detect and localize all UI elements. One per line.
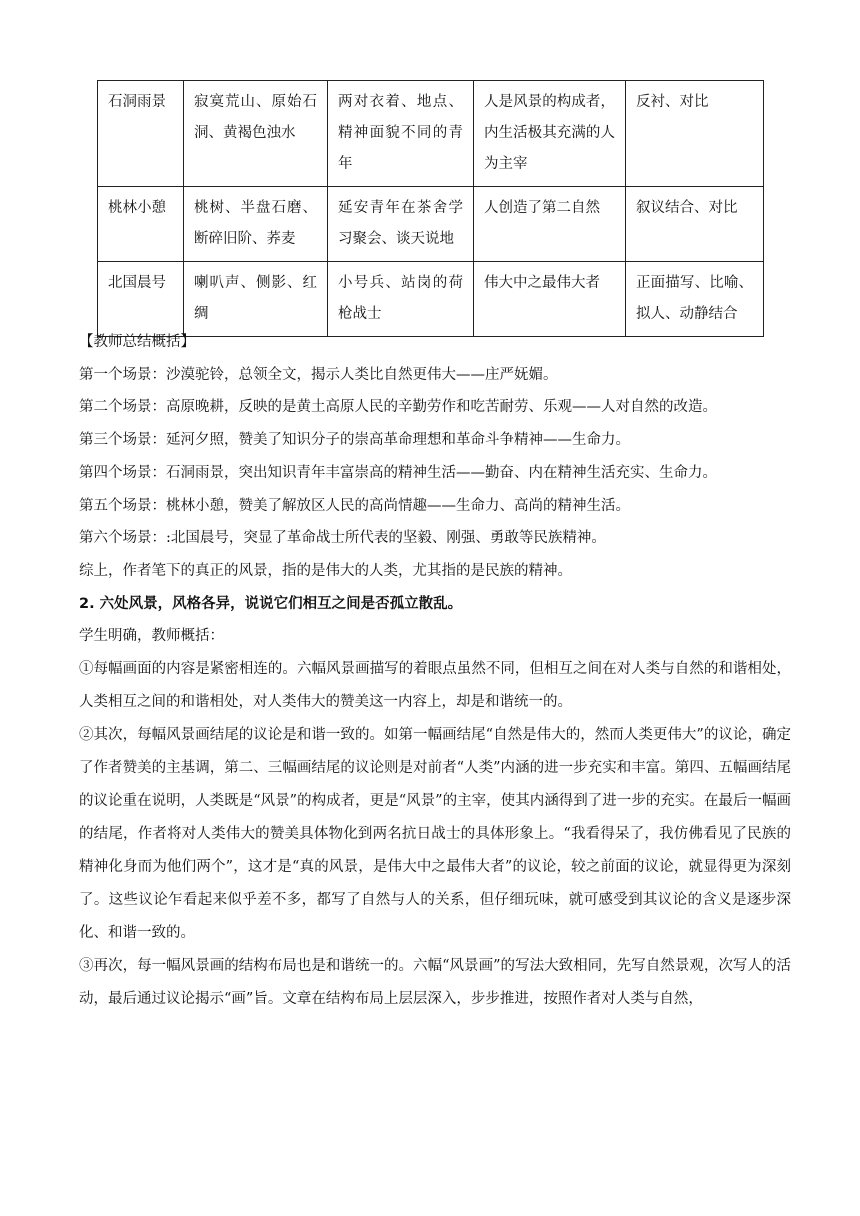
table-cell: 叙议结合、对比 xyxy=(626,187,764,262)
scene-table xyxy=(97,80,764,337)
summary-title: 【教师总结概括】 xyxy=(79,334,195,350)
table-cell: 石洞雨景 xyxy=(98,81,184,187)
table-cell: 延安青年在茶舍学习聚会、谈天说地 xyxy=(328,187,474,262)
table-cell: 正面描写、比喻、拟人、动静结合 xyxy=(626,262,764,337)
table-cell: 人创造了第二自然 xyxy=(474,187,626,262)
question-intro: 学生明确，教师概括： xyxy=(79,628,224,645)
answer-paragraph: ③再次，每一幅风景画的结构布局也是和谐统一的。六幅“风景画”的写法大致相同，先写自然景观，次写人的活动，最后通过议论揭示“画”旨。文章在结构布局上层层深入，步步推进，按照作者对人类与自然， xyxy=(79,958,791,1008)
body-text xyxy=(79,326,791,1016)
summary-line: 第五个场景：桃林小憩，赞美了解放区人民的高尚情趣——生命力、高尚的精神生活。 xyxy=(79,497,630,514)
answer-paragraph: ①每幅画面的内容是紧密相连的。六幅风景画描写的着眼点虽然不同，但相互之间在对人类与自然的和谐相处，人类相互之间的和谐相处，对人类伟大的赞美这一内容上，却是和谐统一的。 xyxy=(79,661,791,711)
table-cell: 伟大中之最伟大者 xyxy=(474,262,626,337)
summary-line: 综上，作者笔下的真正的风景，指的是伟大的人类，尤其指的是民族的精神。 xyxy=(79,562,572,579)
summary-line: 第二个场景：高原晚耕，反映的是黄土高原人民的辛勤劳作和吃苦耐劳、乐观——人对自然的改造。 xyxy=(79,399,717,416)
table-cell: 寂寞荒山、原始石洞、黄褐色浊水 xyxy=(184,81,328,187)
table-cell: 喇叭声、侧影、红绸 xyxy=(184,262,328,337)
question-title: 2. 六处风景，风格各异，说说它们相互之间是否孤立散乱。 xyxy=(79,595,463,612)
table-row xyxy=(98,81,764,187)
table-cell: 反衬、对比 xyxy=(626,81,764,187)
table-row xyxy=(98,187,764,262)
table-cell: 桃树、半盘石磨、断碎旧阶、荞麦 xyxy=(184,187,328,262)
table-cell: 桃林小憩 xyxy=(98,187,184,262)
summary-line: 第三个场景：延河夕照，赞美了知识分子的崇高革命理想和革命斗争精神——生命力。 xyxy=(79,432,630,449)
summary-line: 第四个场景：石洞雨景，突出知识青年丰富崇高的精神生活——勤奋、内在精神生活充实、生命力。 xyxy=(79,464,717,481)
answer-paragraph: ②其次，每幅风景画结尾的议论是和谐一致的。如第一幅画结尾“自然是伟大的，然而人类更伟大”的议论，确定了作者赞美的主基调，第二、三幅画结尾的议论则是对前者“人类”内涵的进一步充实和丰富。第四、五幅画结尾的议论重在说明，人类既是“风景”的构成者，更是“风景”的主宰，使其内涵得到了进一步的充实。在最后一幅画的结尾，作者将对人类伟大的赞美具体物化到两名抗日战士的具体形象上。“我看得呆了，我仿佛看见了民族的精神化身而为他们两个”，这才是“真的风景，是伟大中之最伟大者”的议论，较之前面的议论，就显得更为深刻了。这些议论乍看起来似乎差不多，都写了自然与人的关系，但仔细玩味，就可感受到其议论的含义是逐步深化、和谐一致的。 xyxy=(79,727,791,942)
summary-line: 第一个场景：沙漠驼铃，总领全文，揭示人类比自然更伟大——庄严妩媚。 xyxy=(79,366,558,383)
table-cell: 人是风景的构成者，内生活极其充满的人为主宰 xyxy=(474,81,626,187)
table-cell: 两对衣着、地点、精神面貌不同的青年 xyxy=(328,81,474,187)
table-cell: 小号兵、站岗的荷枪战士 xyxy=(328,262,474,337)
table-cell: 北国晨号 xyxy=(98,262,184,337)
summary-line: 第六个场景：:北国晨号，突显了革命战士所代表的坚毅、刚强、勇敢等民族精神。 xyxy=(79,530,606,547)
